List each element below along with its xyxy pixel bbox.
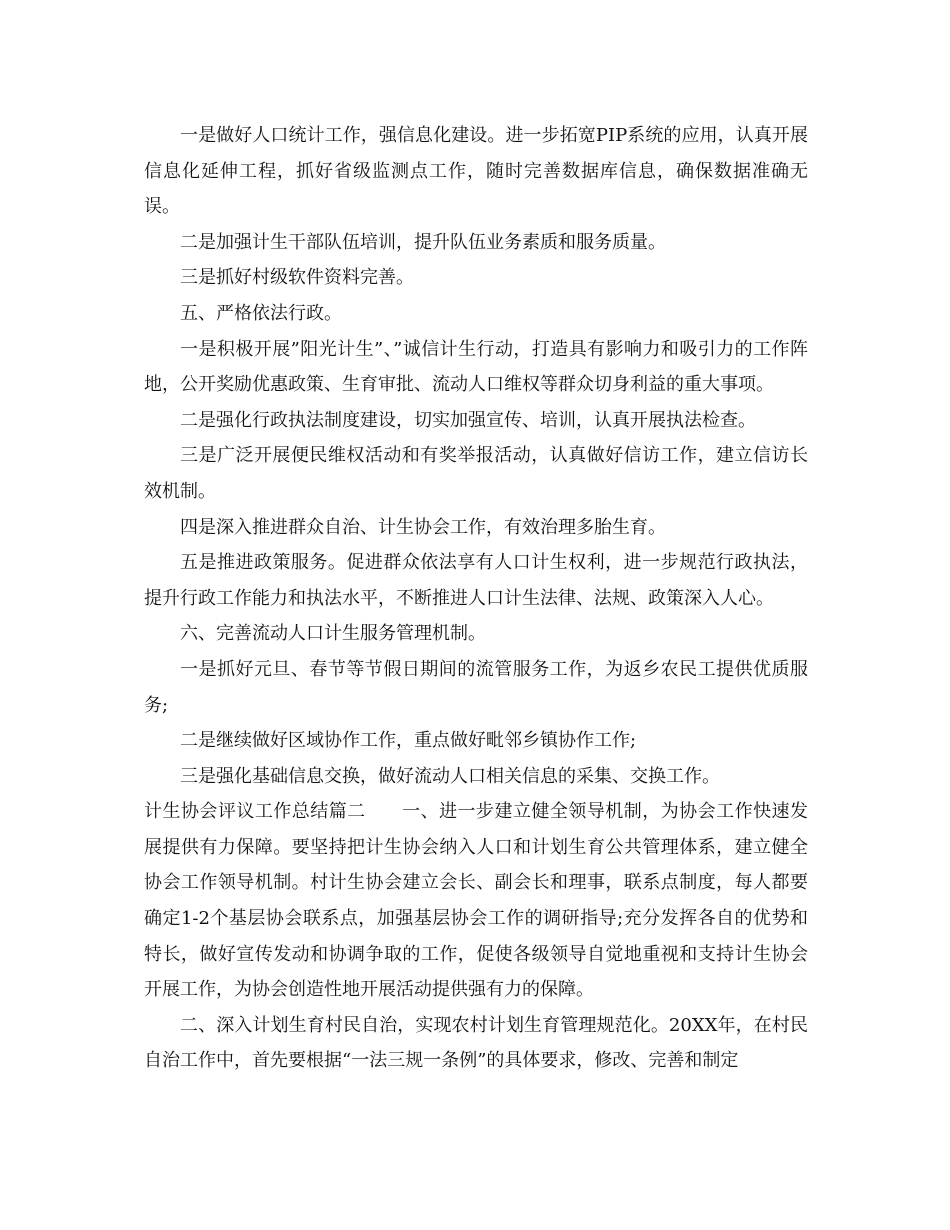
paragraph: 二是强化行政执法制度建设，切实加强宣传、培训，认真开展执法检查。 bbox=[180, 409, 756, 431]
paragraph: 一是做好人口统计工作，强信息化建设。进一步拓宽PIP系统的应用，认真开展信息化延伸工程，抓好省级监测点工作，随时完善数据库信息，确保数据准确无误。 bbox=[144, 125, 808, 218]
paragraph: 二是继续做好区域协作工作，重点做好毗邻乡镇协作工作; bbox=[180, 730, 637, 752]
paragraph: 三是广泛开展便民维权活动和有奖举报活动，认真做好信访工作，建立信访长效机制。 bbox=[144, 445, 808, 502]
section-title: 计生协会评议工作总结篇二 bbox=[144, 801, 366, 823]
paragraph: 四是深入推进群众自治、计生协会工作，有效治理多胎生育。 bbox=[180, 516, 666, 538]
section-first-paragraph: 一、进一步建立健全领导机制，为协会工作快速发展提供有力保障。要坚持把计生协会纳入人口和计划生育公共管理体系，建立健全协会工作领导机制。村计生协会建立会长、副会长和理事，联系点制度，每人都要确定1-2个基层协会联系点，加强基层协会工作的调研指导;充分发挥各自的优势和特长，做好宣传发动和协调争取的工作，促使各级领导自觉地重视和支持计生协会开展工作，为协会创造性地开展活动提供强有力的保障。 bbox=[144, 801, 809, 1001]
paragraph: 二、深入计划生育村民自治，实现农村计划生育管理规范化。20XX年，在村民自治工作中，首先要根据“一法三规一条例”的具体要求，修改、完善和制定 bbox=[144, 1014, 808, 1072]
paragraph: 二是加强计生干部队伍培训，提升队伍业务素质和服务质量。 bbox=[180, 231, 666, 253]
section-heading: 五、严格依法行政。 bbox=[180, 302, 342, 324]
paragraph: 五是推进政策服务。促进群众依法享有人口计生权利，进一步规范行政执法，提升行政工作能力和执法水平，不断推进人口计生法律、法规、政策深入人心。 bbox=[144, 552, 808, 609]
section-heading: 六、完善流动人口计生服务管理机制。 bbox=[180, 623, 486, 645]
document-body bbox=[144, 118, 808, 1079]
paragraph: 一是抓好元旦、春节等节假日期间的流管服务工作，为返乡农民工提供优质服务; bbox=[144, 658, 808, 716]
paragraph: 三是强化基础信息交换，做好流动人口相关信息的采集、交换工作。 bbox=[180, 765, 720, 787]
section-paragraph bbox=[144, 794, 808, 1008]
paragraph: 一是积极开展”阳光计生”、”诚信计生行动，打造具有影响力和吸引力的工作阵地，公开奖励优惠政策、生育审批、流动人口维权等群众切身利益的重大事项。 bbox=[144, 338, 808, 396]
paragraph: 三是抓好村级软件资料完善。 bbox=[180, 267, 414, 289]
